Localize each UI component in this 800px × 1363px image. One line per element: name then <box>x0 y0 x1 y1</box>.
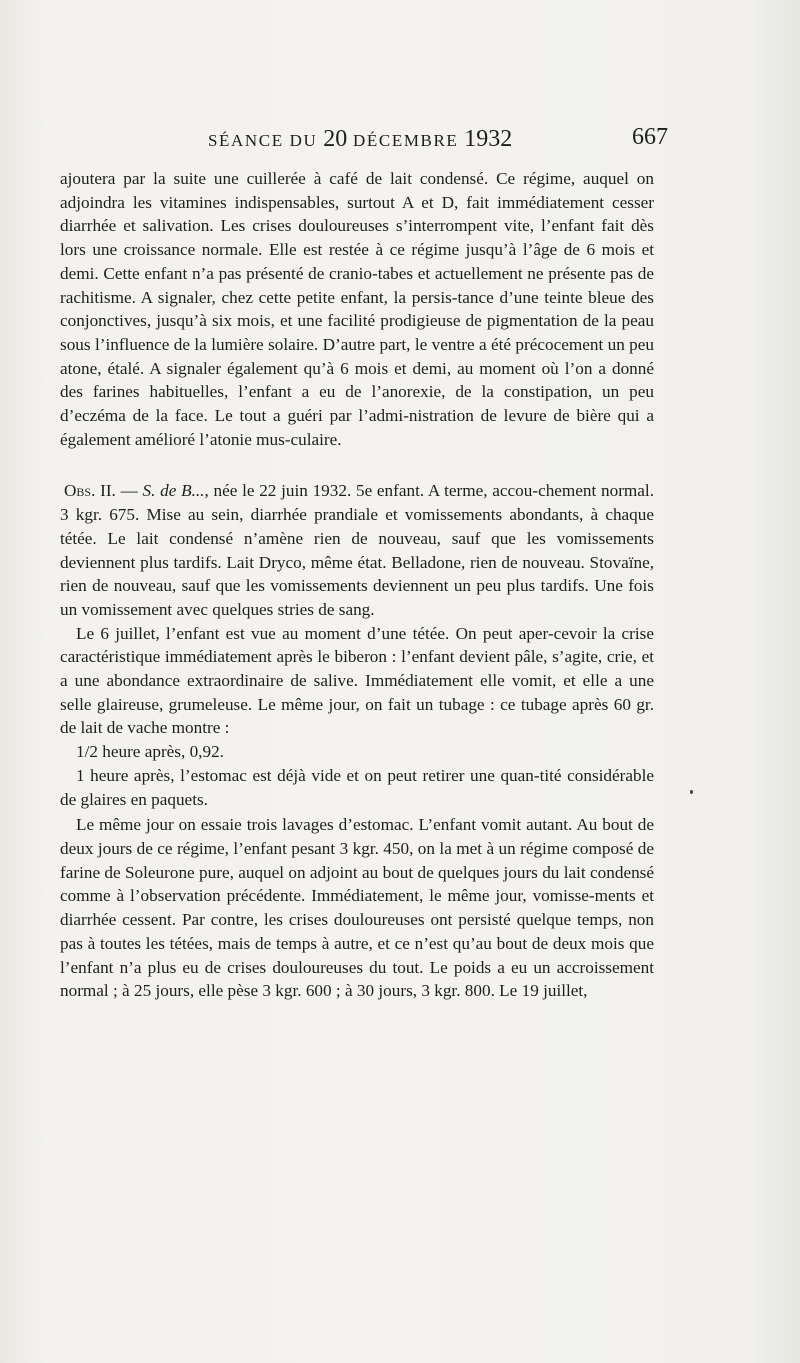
paragraph-continuation: ajoutera par la suite une cuillerée à café de lait condensé. Ce régime, auquel on adjoindra les vitamines indispensables, surtout A et D, fait immédiatement cesser diarrhée et salivation. Les crises douloureuses s’interrompent vite, l’enfant fait dès lors une croissance normale. Elle est restée à ce régime jusqu’à l’âge de 6 mois et demi. Cette enfant n’a pas présenté de cranio-tabes et actuellement ne présente pas de rachitisme. A signaler, chez cette petite enfant, la persis-tance d’une teinte bleue des conjonctives, jusqu’à six mois, et une facilité prodigieuse de pigmentation de la peau sous l’influence de la lumière solaire. D’autre part, le ventre a été précocement un peu atone, étalé. A signaler également qu’à 6 mois et demi, au moment où l’on a donné des farines habituelles, l’enfant a eu de l’anorexie, de la constipation, un peu d’eczéma de la face. Le tout a guéri par l’admi-nistration de levure de bière qui a également amélioré l’atonie mus-culaire. <box>60 169 654 449</box>
paragraph-july-6: Le 6 juillet, l’enfant est vue au moment d’une tétée. On peut aper-cevoir la crise caractéristique immédiatement après le biberon : l’enfant devient pâle, s’agite, crie, et a une abondance extraordinaire de salive. Immédiatement elle vomit, et elle a une selle glaireuse, grumeleuse. Le même jour, on fait un tubage : ce tubage après 60 gr. de lait de vache montre : <box>60 623 654 738</box>
body-text <box>60 167 654 1003</box>
paragraph-half-hour: 1/2 heure après, 0,92. <box>76 742 224 762</box>
page-number: 667 <box>632 124 668 150</box>
paragraph-one-hour: 1 heure après, l’estomac est déjà vide et on peut retirer une quan-tité considérable de glaires en paquets. <box>60 765 654 809</box>
running-title-month: DÉCEMBRE <box>353 131 459 150</box>
running-title-day: 20 <box>323 126 348 152</box>
ink-speck <box>690 790 693 794</box>
paragraph-lavages: Le même jour on essaie trois lavages d’estomac. L’enfant vomit autant. Au bout de deux jours de ce régime, l’enfant pesant 3 kgr. 450, on la met à un régime composé de farine de Soleurone pure, auquel on adjoint au bout de quelques jours du lait condensé comme à l’observation précédente. Immédiatement, le même jour, vomisse-ments et diarrhée cessent. Par contre, les crises douloureuses ont persisté quelque temps, non pas à toutes les tétées, mais de temps à autre, et ce n’est qu’au bout de deux mois que l’enfant n’a plus eu de crises douloureuses du tout. Le poids a eu un accroissement normal ; à 25 jours, elle pèse 3 kgr. 600 ; à 30 jours, 3 kgr. 800. Le 19 juillet, <box>60 815 654 1001</box>
running-title-prefix: SÉANCE DU <box>208 131 318 150</box>
running-title-year: 1932 <box>464 126 513 152</box>
observation-dash: — <box>115 481 143 501</box>
page-header <box>60 124 668 156</box>
observation-paragraph <box>60 479 654 621</box>
observation-label: Obs. II. <box>64 481 116 501</box>
observation-text: , née le 22 juin 1932. 5e enfant. A terme, accou-chement normal. 3 kgr. 675. Mise au sein, diarrhée prandiale et vomissements abondants, à chaque tétée. Le lait condensé n’amène rien de nouveau, sauf que les vomissements deviennent plus tardifs. Lait Dryco, même état. Belladone, rien de nouveau. Stovaïne, rien de nouveau, sauf que les vomissements deviennent un peu plus tardifs. Une fois un vomissement avec quelques stries de sang. <box>60 481 654 619</box>
patient-name: S. de B... <box>142 481 205 501</box>
running-title <box>208 126 512 153</box>
